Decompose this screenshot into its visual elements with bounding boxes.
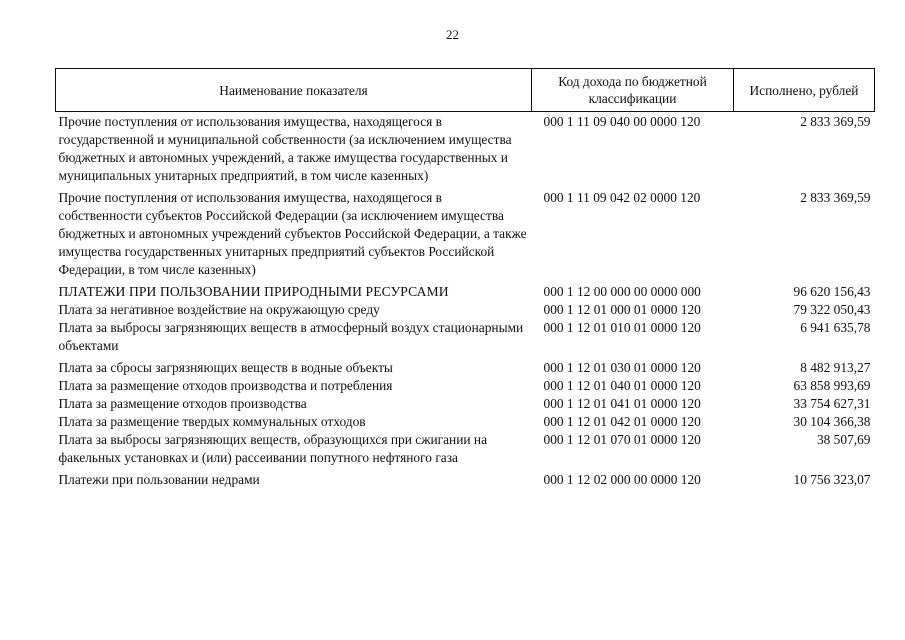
row-name: Плата за размещение отходов производства: [58, 396, 307, 411]
row-name: ПЛАТЕЖИ ПРИ ПОЛЬЗОВАНИИ ПРИРОДНЫМИ РЕСУРСАМИ: [58, 284, 449, 299]
row-name: Плата за сбросы загрязняющих веществ в водные объекты: [58, 360, 393, 375]
row-sum: 63 858 993,69: [793, 378, 871, 393]
row-sum: 6 941 635,78: [800, 320, 871, 335]
table-row: [56, 359, 875, 377]
row-name: Прочие поступления от использования имущества, находящегося в государственной и муниципальной собственности (за исключением имущества бюджетных и автономных учреждений, а также имущества государственных и муниципальных унитарных предприятий, в том числе казенных): [58, 114, 512, 183]
table-row: [56, 301, 875, 319]
row-code: 000 1 11 09 042 02 0000 120: [543, 190, 701, 205]
row-name: Плата за выбросы загрязняющих веществ в атмосферный воздух стационарными объектами: [58, 320, 524, 353]
table-row: [56, 112, 875, 190]
row-code: 000 1 12 01 040 01 0000 120: [543, 378, 701, 393]
row-sum: 96 620 156,43: [793, 284, 871, 299]
row-name: Плата за размещение твердых коммунальных отходов: [58, 414, 366, 429]
row-code: 000 1 12 00 000 00 0000 000: [543, 284, 701, 299]
revenue-table: [55, 68, 875, 489]
row-code: 000 1 12 01 010 01 0000 120: [543, 320, 701, 335]
row-code: 000 1 12 01 000 01 0000 120: [543, 302, 701, 317]
page-number: 22: [446, 27, 459, 42]
table-row: [56, 189, 875, 283]
table-row: [56, 471, 875, 489]
row-code: 000 1 11 09 040 00 0000 120: [543, 114, 701, 129]
row-sum: 38 507,69: [816, 432, 871, 447]
row-name: Прочие поступления от использования имущества, находящегося в собственности субъектов Российской Федерации (за исключением имущества бюджетных и автономных учреждений субъектов Российской Федерации, а также имущества государственных унитарных предприятий субъектов Российской Федерации, в том числе казенных): [58, 190, 527, 277]
table-row: [56, 431, 875, 471]
row-code: 000 1 12 01 042 01 0000 120: [543, 414, 701, 429]
table-header-row: [56, 69, 875, 112]
row-sum: 8 482 913,27: [800, 360, 871, 375]
row-sum: 33 754 627,31: [793, 396, 871, 411]
row-code: 000 1 12 01 030 01 0000 120: [543, 360, 701, 375]
header-executed-sum: Исполнено, рублей: [734, 69, 875, 112]
table-row: [56, 395, 875, 413]
table-row: [56, 377, 875, 395]
header-indicator-name: Наименование показателя: [56, 69, 532, 112]
row-sum: 2 833 369,59: [800, 190, 871, 205]
table-row: [56, 319, 875, 359]
row-code: 000 1 12 01 041 01 0000 120: [543, 396, 701, 411]
row-sum: 2 833 369,59: [800, 114, 871, 129]
row-code: 000 1 12 02 000 00 0000 120: [543, 472, 701, 487]
table-row: [56, 413, 875, 431]
row-sum: 79 322 050,43: [793, 302, 871, 317]
row-name: Плата за негативное воздействие на окружающую среду: [58, 302, 380, 317]
header-revenue-code: Код дохода по бюджетной классификации: [532, 69, 734, 112]
row-code: 000 1 12 01 070 01 0000 120: [543, 432, 701, 447]
row-sum: 10 756 323,07: [793, 472, 871, 487]
row-sum: 30 104 366,38: [793, 414, 871, 429]
row-name: Плата за размещение отходов производства и потребления: [58, 378, 393, 393]
table-row: [56, 283, 875, 301]
row-name: Платежи при пользовании недрами: [58, 472, 260, 487]
row-name: Плата за выбросы загрязняющих веществ, образующихся при сжигании на факельных установках и (или) рассеивании попутного нефтяного газа: [58, 432, 488, 465]
